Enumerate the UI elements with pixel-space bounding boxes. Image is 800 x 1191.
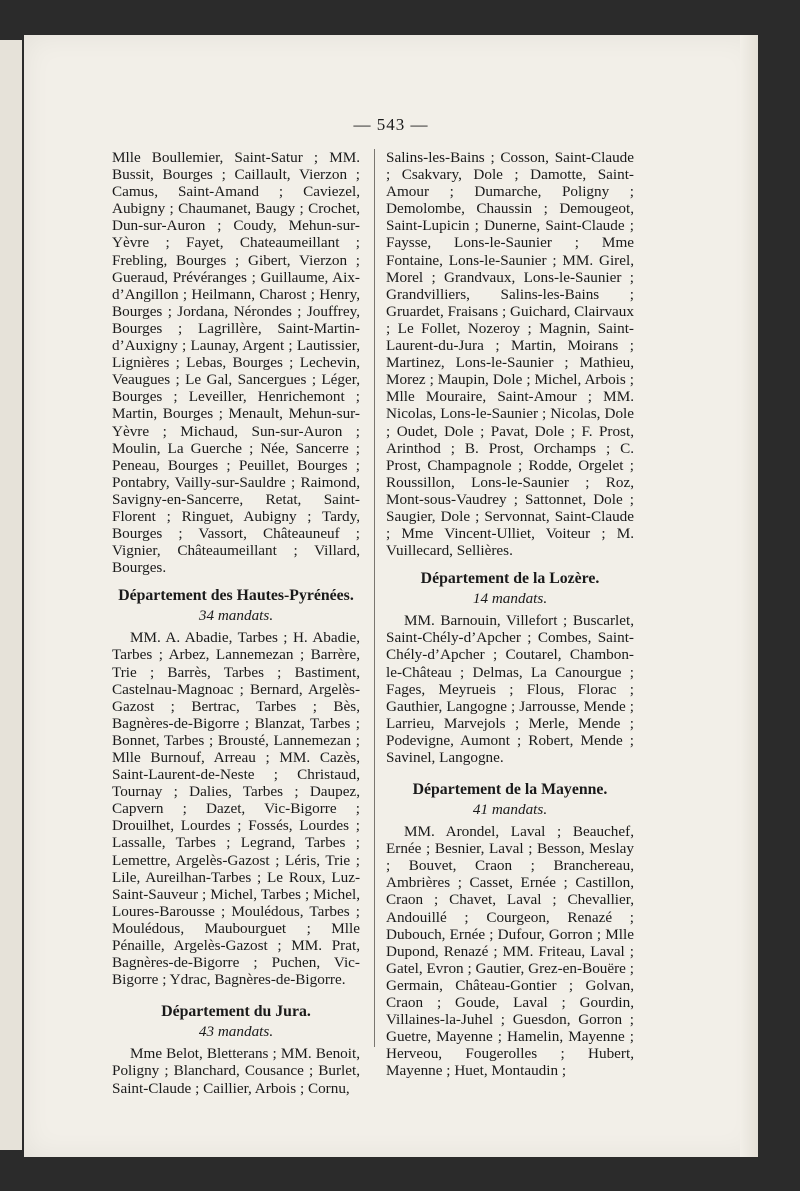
delegate-list-paragraph: MM. Barnouin, Villefort ; Buscarlet, Saint-Chély-d’Apcher ; Combes, Saint-Chély-d’Apcher ; Coutarel, Chambon-le-Château ; Delmas, La Canourgue ; Fages, Meyrueis ; Flous, Florac ; Gauthier, Langogne ; Jarrousse, Mende ; Larrieu, Marvejols ; Merle, Mende ; Podevigne, Aumont ; Robert, Mende ; Savinel, Langogne. <box>386 612 634 766</box>
department-heading: Département du Jura. <box>161 1003 311 1021</box>
delegate-list-paragraph: Salins-les-Bains ; Cosson, Saint-Claude ; Csakvary, Dole ; Damotte, Saint-Amour ; Dumarche, Poligny ; Demolombe, Chaussin ; Demougeot, Saint-Lupicin ; Dunerne, Saint-Claude ; Faysse, Lons-le-Saunier ; Mme Fontaine, Lons-le-Saunier ; MM. Girel, Morel ; Grandvaux, Lons-le-Saunier ; Grandvilliers, Salins-les-Bains ; Gruardet, Fraisans ; Guichard, Clairvaux ; Le Follet, Nozeroy ; Magnin, Saint-Laurent-du-Jura ; Martin, Moirans ; Martinez, Lons-le-Saunier ; Mathieu, Morez ; Maupin, Dole ; Michel, Arbois ; Mlle Mouraire, Saint-Amour ; MM. Nicolas, Lons-le-Saunier ; Nicolas, Dole ; Oudet, Dole ; Pavat, Dole ; F. Prost, Arinthod ; B. Prost, Orchamps ; C. Prost, Champagnole ; Rodde, Orgelet ; Roussillon, Lons-le-Saunier ; Roz, Mont-sous-Vaudrey ; Sattonnet, Dole ; Saugier, Dole ; Servonnat, Saint-Claude ; Mme Vincent-Ulliet, Voiteur ; M. Vuillecard, Sellières. <box>386 149 634 560</box>
delegate-list-paragraph: Mlle Boullemier, Saint-Satur ; MM. Bussit, Bourges ; Caillault, Vierzon ; Camus, Saint-Amand ; Caviezel, Aubigny ; Chaumanet, Baugy ; Crochet, Dun-sur-Auron ; Coudy, Mehun-sur-Yèvre ; Fayet, Chateaumeillant ; Frebling, Bourges ; Gibert, Vierzon ; Gueraud, Prévéranges ; Guillaume, Aix-d’Angillon ; Heilmann, Charost ; Henry, Bourges ; Jordana, Nérondes ; Jouffrey, Bourges ; Lagrillère, Saint-Martin-d’Auxigny ; Launay, Argent ; Lautissier, Lignières ; Lebas, Bourges ; Lechevin, Veaugues ; Le Gal, Sancergues ; Léger, Bourges ; Leveiller, Henrichemont ; Martin, Bourges ; Menault, Mehun-sur-Yèvre ; Michaud, Sun-sur-Auron ; Moulin, La Guerche ; Née, Sancerre ; Peneau, Bourges ; Peuillet, Bourges ; Pontabry, Vailly-sur-Sauldre ; Raimond, Savigny-en-Sancerre, Retat, Saint-Florent ; Ringuet, Aubigny ; Tardy, Bourges ; Vassort, Châteauneuf ; Vignier, Châteaumeillant ; Villard, Bourges. <box>112 149 360 577</box>
page-number: — 543 — <box>353 115 429 134</box>
delegate-list-paragraph: MM. Arondel, Laval ; Beauchef, Ernée ; Besnier, Laval ; Besson, Meslay ; Bouvet, Craon ; Branchereau, Ambrières ; Casset, Ernée ; Castillon, Craon ; Chavet, Laval ; Chevallier, Andouillé ; Courgeon, Renazé ; Dubouch, Ernée ; Dufour, Gorron ; Mlle Dupond, Renazé ; MM. Friteau, Laval ; Gatel, Evron ; Gautier, Grez-en-Bouëre ; Germain, Château-Gontier ; Golvan, Craon ; Goude, Laval ; Gourdin, Villaines-la-Juhel ; Guesdon, Gorron ; Guetre, Mayenne ; Hamelin, Mayenne ; Herveou, Fougerolles ; Hubert, Mayenne ; Huet, Montaudin ; <box>386 823 634 1080</box>
mandats-count: 41 mandats. <box>472 801 548 819</box>
mandats-count: 14 mandats. <box>472 590 548 608</box>
department-heading: Département de la Lozère. <box>420 570 600 588</box>
mandats-count: 43 mandats. <box>198 1023 274 1041</box>
delegate-list-paragraph: Mme Belot, Bletterans ; MM. Benoit, Poligny ; Blanchard, Cousance ; Burlet, Saint-Claude ; Caillier, Arbois ; Cornu, <box>112 1045 360 1097</box>
column-divider <box>374 149 375 1047</box>
previous-page-edge <box>0 40 22 1150</box>
left-column <box>112 149 360 1097</box>
department-heading: Département de la Mayenne. <box>412 781 608 799</box>
page <box>24 35 758 1157</box>
page-right-edge <box>740 35 758 1157</box>
mandats-count: 34 mandats. <box>198 607 274 625</box>
right-column <box>386 149 634 1080</box>
delegate-list-paragraph: MM. A. Abadie, Tarbes ; H. Abadie, Tarbes ; Arbez, Lannemezan ; Barrère, Trie ; Barrès, Tarbes ; Bastiment, Castelnau-Magnoac ; Bernard, Argelès-Gazost ; Bertrac, Tarbes ; Bès, Bagnères-de-Bigorre ; Blanzat, Tarbes ; Bonnet, Tarbes ; Brousté, Lannemezan ; Mlle Burnouf, Arreau ; MM. Cazès, Saint-Laurent-de-Neste ; Christaud, Tournay ; Dalies, Tarbes ; Daupez, Capvern ; Dazet, Vic-Bigorre ; Drouilhet, Lourdes ; Fossés, Lourdes ; Lassalle, Tarbes ; Legrand, Tarbes ; Lemettre, Argelès-Gazost ; Léris, Trie ; Lile, Aureilhan-Tarbes ; Le Roux, Luz-Saint-Sauveur ; Michel, Tarbes ; Michel, Loures-Barousse ; Moulédous, Tarbes ; Moulédous, Maubourguet ; Mlle Pénaille, Argelès-Gazost ; MM. Prat, Bagnères-de-Bigorre ; Puchen, Vic-Bigorre ; Ydrac, Bagnères-de-Bigorre. <box>112 629 360 989</box>
department-heading: Département des Hautes-Pyrénées. <box>118 587 354 605</box>
